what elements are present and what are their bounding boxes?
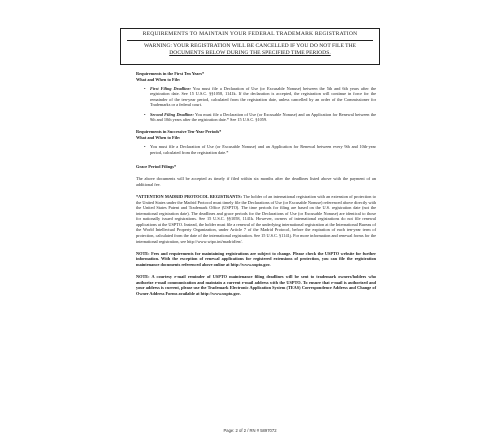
second-filing-label: Second Filing Deadline:: [150, 111, 194, 117]
section1-subheading: What and When to File:: [136, 76, 181, 82]
grace-period-text: The above documents will be accepted as timely if filed within six months after the deadlines listed above with the payment of an additional fee.: [136, 176, 376, 187]
second-filing-text: You must file a Declaration of Use (or Excusable Nonuse) and an Application for Renewal between the 9th and 10th years after the registration date.* See 15 U.S.C. §1059.: [150, 111, 376, 123]
section1-heading: Requirements in the First Ten Years*: [136, 71, 205, 76]
header-warning-line2: DOCUMENTS BELOW DURING THE SPECIFIED TIME PERIODS.: [169, 50, 331, 56]
grace-period-heading: Grace Period Filings*: [136, 164, 177, 170]
first-filing-label: First Filing Deadline:: [150, 85, 191, 91]
section2-bullet: [144, 144, 376, 155]
note-email-reminder: NOTE: A courtesy e-mail reminder of USPTO maintenance filing deadlines will be sent to trademark owners/holders who authorize e-mail communication and maintain a current e-mail address with the USPTO. To ensure that e-mail is authorized and your address is current, please use the Trademark Electronic Application System (TEAS) Correspondence Address and Change of Owner Address Forms available at http://www.uspto.gov.: [136, 274, 376, 296]
madrid-text: The holder of an international registration with an extension of protection to the United States under the Madrid Protocol must timely file the Declarations of Use (or Excusable Nonuse) referenced above directly with the United States Patent and Trademark Office (USPTO). The time periods for filing are based on the U.S. registration date (not the international registration date). The deadlines and grace periods for the Declarations of Use (or Excusable Nonuse) are identical to those for nationally issued registrations. See 15 U.S.C. §§1058, 1141k. However, owners of international registrations do not file renewal applications at the USPTO. Instead, the holder must file a renewal of the underlying international registration at the International Bureau of the World Intellectual Property Organization, under Article 7 of the Madrid Protocol, before the expiration of each ten-year term of protection, calculated from the date of the international registration. See 15 U.S.C. §1141j. For more information and renewal forms for the international registration, see http://www.wipo.int/madrid/en/.: [136, 193, 376, 244]
header-warning-line1: WARNING: YOUR REGISTRATION WILL BE CANCELLED IF YOU DO NOT FILE THE: [143, 43, 357, 49]
madrid-paragraph: [136, 194, 376, 244]
header-divider: [127, 40, 373, 41]
header-box: [120, 28, 380, 65]
section2-heading: Requirements in Successive Ten-Year Periods*: [136, 129, 222, 135]
section1-bullet-first-filing: [144, 86, 376, 108]
document-body: [136, 71, 376, 296]
first-filing-text: You must file a Declaration of Use (or Excusable Nonuse) between the 5th and 6th years after the registration date. See 15 U.S.C. §§1058, 1141k. If the declaration is accepted, the registration will continue in force for the remainder of the ten-year period, calculated from the registration date, unless cancelled by an order of the Commissioner for Trademarks or a federal court.: [150, 85, 376, 108]
note-fees: NOTE: Fees and requirements for maintaining registrations are subject to change. Please check the USPTO website for further information. With the exception of renewal applications for registered extensions of protection, you can file the registration maintenance documents referenced above online at http://www.uspto.gov.: [136, 250, 376, 267]
section2-subheading: What and When to File:: [136, 134, 181, 140]
header-title: REQUIREMENTS TO MAINTAIN YOUR FEDERAL TRADEMARK REGISTRATION: [142, 31, 358, 37]
madrid-label: *ATTENTION MADRID PROTOCOL REGISTRANTS:: [136, 193, 243, 199]
bullet-dot: •: [144, 111, 146, 117]
page-footer: Page: 2 of 2 / RN # 5897072: [223, 428, 277, 433]
section2-bullet-text: You must file a Declaration of Use (or Excusable Nonuse) and an Application for Renewal between every 9th and 10th-year period, calculated from the registration date.*: [150, 143, 376, 155]
section1-bullet-second-filing: [144, 112, 376, 123]
bullet-dot: •: [144, 85, 146, 91]
bullet-dot: •: [144, 143, 146, 149]
